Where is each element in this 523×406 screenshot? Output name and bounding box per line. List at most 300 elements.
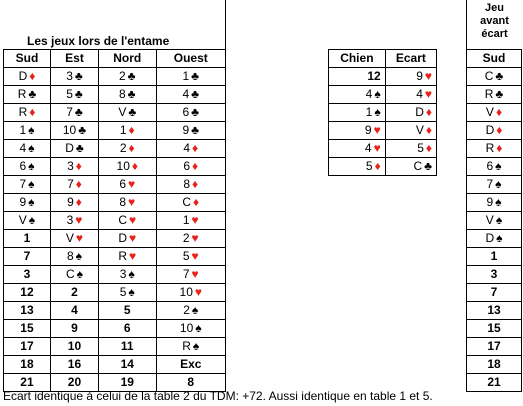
card-cell: [156, 320, 225, 338]
card-rank: 8: [119, 195, 127, 209]
card-cell: [156, 140, 225, 158]
card-cell: [50, 338, 98, 356]
card-cell: [50, 284, 98, 302]
card-cell: [99, 266, 157, 284]
card-rank: 1: [119, 123, 127, 137]
card-cell: [4, 338, 51, 356]
card-rank: 4: [71, 303, 78, 317]
card-cell: [4, 194, 51, 212]
card-rank: 7: [490, 285, 498, 299]
card-cell: [156, 338, 225, 356]
heart-icon: ♥: [191, 213, 199, 227]
spade-icon: ♠: [495, 213, 503, 227]
card-rank: 8: [118, 87, 126, 101]
card-cell: [467, 302, 522, 320]
diamond-icon: ♦: [192, 159, 199, 173]
card-cell: [329, 158, 386, 176]
card-rank: 9: [364, 123, 372, 137]
card-rank: 17: [487, 339, 501, 353]
column-header: Chien: [329, 50, 386, 68]
club-icon: ♣: [127, 69, 136, 83]
card-cell: [50, 158, 98, 176]
table-row: [329, 86, 437, 104]
card-cell: [329, 140, 386, 158]
table-row: [467, 266, 522, 284]
card-rank: 6: [119, 177, 127, 191]
table-row: [467, 176, 522, 194]
diamond-icon: ♦: [425, 141, 432, 155]
table-row: [329, 140, 437, 158]
table-row: [467, 320, 522, 338]
card-cell: [50, 104, 98, 122]
club-icon: ♣: [495, 87, 504, 101]
card-rank: R: [182, 339, 191, 353]
card-rank: 3: [490, 267, 498, 281]
card-rank: D: [485, 123, 495, 137]
card-rank: 7: [67, 177, 74, 191]
card-cell: [385, 140, 436, 158]
card-rank: 7: [66, 105, 73, 119]
card-rank: 17: [20, 339, 34, 353]
table-row: [467, 356, 522, 374]
table-row: [4, 320, 226, 338]
card-cell: [99, 176, 157, 194]
card-cell: [156, 284, 225, 302]
card-cell: [99, 140, 157, 158]
card-rank: 9: [19, 195, 27, 209]
card-rank: 3: [67, 159, 74, 173]
table-row: [329, 158, 437, 176]
card-rank: 7: [486, 177, 494, 191]
table-row: [467, 140, 522, 158]
card-cell: [385, 122, 436, 140]
heart-icon: ♥: [191, 231, 199, 245]
spade-icon: ♠: [128, 267, 135, 281]
diamond-icon: ♦: [374, 159, 381, 173]
card-cell: [99, 158, 157, 176]
card-rank: 2: [118, 69, 126, 83]
card-rank: 21: [20, 375, 34, 389]
card-rank: 9: [71, 321, 78, 335]
diamond-icon: ♦: [192, 141, 199, 155]
spade-icon: ♠: [192, 339, 200, 353]
sud-before-title-line: Jeu: [485, 2, 504, 14]
card-rank: D: [118, 231, 128, 245]
heart-icon: ♥: [75, 213, 83, 227]
card-rank: R: [118, 249, 128, 263]
heart-icon: ♥: [373, 123, 381, 137]
card-rank: 2: [182, 231, 190, 245]
club-icon: ♣: [74, 87, 83, 101]
spade-icon: ♠: [28, 159, 35, 173]
spade-icon: ♠: [495, 177, 502, 191]
card-rank: 15: [487, 321, 501, 335]
club-icon: ♣: [78, 123, 87, 137]
club-icon: ♣: [424, 159, 432, 173]
sud-before-table: [466, 49, 522, 392]
card-cell: [467, 284, 522, 302]
card-cell: [329, 68, 386, 86]
diamond-icon: ♦: [496, 141, 503, 155]
table-row: [329, 104, 437, 122]
card-rank: 14: [120, 357, 134, 371]
spade-icon: ♠: [495, 195, 502, 209]
card-rank: 6: [182, 105, 190, 119]
sud-before-title-line: avant: [480, 15, 509, 27]
card-rank: 16: [67, 357, 82, 371]
diamond-icon: ♦: [495, 105, 503, 119]
card-cell: [156, 266, 225, 284]
card-cell: [385, 86, 436, 104]
diamond-icon: ♦: [29, 105, 36, 119]
table-row: [4, 266, 226, 284]
card-rank: D: [18, 69, 28, 83]
card-rank: 11: [120, 339, 134, 353]
card-rank: 4: [365, 87, 373, 101]
card-rank: 1: [19, 123, 27, 137]
card-rank: D: [415, 105, 424, 119]
card-cell: [50, 266, 98, 284]
card-rank: V: [415, 123, 424, 137]
column-header: Nord: [99, 50, 157, 68]
club-icon: ♣: [191, 105, 200, 119]
card-rank: 1: [182, 69, 190, 83]
table-row: [4, 338, 226, 356]
spade-icon: ♠: [128, 285, 135, 299]
card-cell: [385, 68, 436, 86]
card-rank: C: [484, 69, 494, 83]
diamond-icon: ♦: [75, 195, 82, 209]
card-cell: [467, 122, 522, 140]
table-row: [467, 302, 522, 320]
card-rank: 21: [487, 375, 501, 389]
card-cell: [467, 86, 522, 104]
table-row: [467, 374, 522, 392]
table-row: [467, 158, 522, 176]
table-row: [467, 338, 522, 356]
card-cell: [329, 86, 386, 104]
card-rank: 9: [486, 195, 494, 209]
card-rank: 12: [20, 285, 34, 299]
table-row: [4, 356, 226, 374]
card-cell: [156, 230, 225, 248]
card-cell: [467, 356, 522, 374]
card-cell: [4, 122, 51, 140]
table-row: [4, 176, 226, 194]
card-cell: [156, 356, 225, 374]
heart-icon: ♥: [191, 267, 199, 281]
card-rank: 13: [487, 303, 501, 317]
card-cell: [99, 302, 157, 320]
card-rank: 8: [187, 375, 195, 389]
table-row: [4, 158, 226, 176]
card-rank: 2: [183, 303, 190, 317]
table-row: [4, 104, 226, 122]
card-rank: 7: [182, 267, 190, 281]
card-cell: [156, 86, 225, 104]
card-cell: [4, 248, 51, 266]
card-cell: [329, 122, 386, 140]
card-cell: [467, 194, 522, 212]
card-cell: [156, 122, 225, 140]
sud-before-title-line: écart: [481, 28, 508, 40]
card-rank: R: [18, 105, 28, 119]
card-cell: [467, 68, 522, 86]
card-cell: [467, 320, 522, 338]
column-header: Ecart: [385, 50, 436, 68]
table-row: [467, 86, 522, 104]
club-icon: ♣: [191, 69, 200, 83]
card-rank: 6: [123, 321, 131, 335]
card-cell: [99, 338, 157, 356]
spade-icon: ♠: [75, 249, 83, 263]
card-rank: 7: [19, 177, 27, 191]
club-icon: ♣: [74, 69, 83, 83]
table-row: [4, 68, 226, 86]
table-row: [467, 104, 522, 122]
card-cell: [99, 122, 157, 140]
card-cell: [50, 122, 98, 140]
card-cell: [50, 140, 98, 158]
spade-icon: ♠: [495, 159, 502, 173]
spade-icon: ♠: [28, 177, 35, 191]
card-cell: [99, 68, 157, 86]
diamond-icon: ♦: [425, 123, 432, 137]
card-cell: [467, 212, 522, 230]
spade-icon: ♠: [496, 231, 503, 245]
card-cell: [99, 320, 157, 338]
card-rank: V: [65, 231, 74, 245]
table-row: [4, 194, 226, 212]
heart-icon: ♥: [191, 249, 199, 263]
card-cell: [467, 230, 522, 248]
card-cell: [4, 212, 51, 230]
sud-before-header: Sud: [467, 50, 522, 68]
card-rank: R: [485, 141, 495, 155]
card-rank: 5: [365, 159, 373, 173]
card-cell: [467, 338, 522, 356]
card-cell: [4, 320, 51, 338]
card-rank: 4: [364, 141, 372, 155]
heart-icon: ♥: [373, 141, 381, 155]
heart-icon: ♥: [129, 213, 137, 227]
card-cell: [99, 248, 157, 266]
card-cell: [50, 320, 98, 338]
spade-icon: ♠: [195, 321, 202, 335]
club-icon: ♣: [75, 141, 84, 155]
heart-icon: ♥: [75, 231, 84, 245]
spade-icon: ♠: [28, 123, 35, 137]
card-rank: R: [484, 87, 494, 101]
card-rank: 1: [182, 213, 190, 227]
card-cell: [156, 104, 225, 122]
card-rank: 13: [20, 303, 34, 317]
card-cell: [467, 104, 522, 122]
card-rank: 4: [182, 87, 190, 101]
card-rank: V: [18, 213, 27, 227]
table-row: [467, 284, 522, 302]
table-row: [4, 284, 226, 302]
card-cell: [156, 212, 225, 230]
card-rank: 3: [66, 213, 74, 227]
diamond-icon: ♦: [193, 195, 200, 209]
club-icon: ♣: [495, 69, 504, 83]
card-rank: 9: [182, 123, 190, 137]
table-row: [4, 122, 226, 140]
card-rank: 8: [183, 177, 191, 191]
diamond-icon: ♦: [29, 69, 36, 83]
card-rank: V: [485, 105, 494, 119]
card-cell: [50, 356, 98, 374]
heart-icon: ♥: [194, 285, 202, 299]
club-icon: ♣: [191, 123, 200, 137]
card-cell: [50, 212, 98, 230]
card-rank: 3: [66, 69, 73, 83]
diamond-icon: ♦: [128, 123, 135, 137]
card-cell: [99, 104, 157, 122]
column-header: Est: [50, 50, 98, 68]
card-rank: 1: [365, 105, 373, 119]
card-rank: 6: [486, 159, 494, 173]
heart-icon: ♥: [128, 195, 136, 209]
club-icon: ♣: [28, 87, 37, 101]
card-rank: 5: [123, 303, 131, 317]
club-icon: ♣: [128, 105, 137, 119]
spade-icon: ♠: [76, 267, 83, 281]
diamond-icon: ♦: [75, 159, 82, 173]
card-rank: C: [65, 267, 75, 281]
card-cell: [50, 176, 98, 194]
chien-ecart-table: [328, 49, 437, 176]
card-rank: 6: [183, 159, 191, 173]
card-rank: 4: [183, 141, 191, 155]
card-rank: 20: [67, 375, 82, 389]
card-cell: [99, 212, 157, 230]
card-cell: [156, 194, 225, 212]
card-rank: 5: [182, 249, 190, 263]
card-rank: 10: [67, 339, 82, 353]
card-rank: 2: [71, 285, 78, 299]
card-cell: [4, 140, 51, 158]
card-cell: [4, 158, 51, 176]
sud-before-title: [467, 2, 522, 41]
card-cell: [99, 356, 157, 374]
card-rank: 7: [23, 249, 31, 263]
table-row: [467, 122, 522, 140]
main-table: [3, 49, 226, 392]
table-row: [4, 248, 226, 266]
table-row: [4, 230, 226, 248]
card-cell: [50, 302, 98, 320]
main-table-title: Les jeux lors de l'entame: [27, 34, 170, 48]
card-rank: 5: [119, 285, 127, 299]
card-cell: [99, 86, 157, 104]
table-row: [4, 302, 226, 320]
heart-icon: ♥: [128, 177, 136, 191]
card-rank: 9: [67, 195, 74, 209]
table-row: [329, 122, 437, 140]
card-rank: 1: [490, 249, 498, 263]
card-cell: [329, 104, 386, 122]
card-rank: 3: [23, 267, 31, 281]
spade-icon: ♠: [28, 195, 35, 209]
heart-icon: ♥: [424, 87, 432, 101]
card-rank: 4: [19, 141, 27, 155]
card-rank: 5: [66, 87, 73, 101]
table-row: [4, 212, 226, 230]
card-rank: V: [485, 213, 494, 227]
card-rank: 10: [62, 123, 77, 137]
card-rank: C: [182, 195, 192, 209]
card-rank: D: [65, 141, 74, 155]
footnote: Ecart identique à celui de la table 2 du TDM: +72. Aussi identique en table 1 et 5.: [3, 389, 433, 403]
spade-icon: ♠: [191, 303, 199, 317]
card-cell: [50, 248, 98, 266]
card-cell: [4, 302, 51, 320]
spade-icon: ♠: [374, 105, 381, 119]
card-rank: C: [413, 159, 423, 173]
card-rank: 15: [20, 321, 34, 335]
card-rank: 6: [19, 159, 27, 173]
table-row: [4, 140, 226, 158]
card-cell: [50, 86, 98, 104]
column-header: Sud: [4, 50, 51, 68]
column-header: Ouest: [156, 50, 225, 68]
diamond-icon: ♦: [192, 177, 199, 191]
heart-icon: ♥: [424, 69, 432, 83]
card-cell: [99, 230, 157, 248]
card-cell: [467, 248, 522, 266]
card-rank: 10: [116, 159, 130, 173]
card-rank: 4: [416, 87, 423, 101]
card-rank: V: [118, 105, 127, 119]
club-icon: ♣: [191, 87, 200, 101]
card-cell: [50, 230, 98, 248]
card-cell: [4, 176, 51, 194]
card-cell: [4, 68, 51, 86]
card-cell: [156, 158, 225, 176]
card-cell: [156, 248, 225, 266]
heart-icon: ♥: [129, 231, 137, 245]
card-cell: [4, 356, 51, 374]
table-row: [467, 248, 522, 266]
card-cell: [385, 104, 436, 122]
card-rank: 3: [119, 267, 127, 281]
diamond-icon: ♦: [128, 141, 135, 155]
card-rank: 12: [367, 69, 381, 83]
card-cell: [99, 194, 157, 212]
card-cell: [467, 374, 522, 392]
card-cell: [385, 158, 436, 176]
card-rank: 1: [23, 231, 31, 245]
card-cell: [4, 86, 51, 104]
card-rank: Exc: [180, 357, 202, 371]
card-cell: [50, 194, 98, 212]
diamond-icon: ♦: [496, 123, 503, 137]
diamond-icon: ♦: [425, 105, 432, 119]
table-row: [4, 86, 226, 104]
card-rank: 18: [20, 357, 34, 371]
card-rank: 5: [417, 141, 424, 155]
table-row: [467, 230, 522, 248]
card-cell: [467, 140, 522, 158]
table-row: [467, 212, 522, 230]
card-cell: [467, 158, 522, 176]
spade-icon: ♠: [28, 213, 36, 227]
card-rank: 19: [120, 375, 134, 389]
card-cell: [4, 266, 51, 284]
card-cell: [99, 284, 157, 302]
